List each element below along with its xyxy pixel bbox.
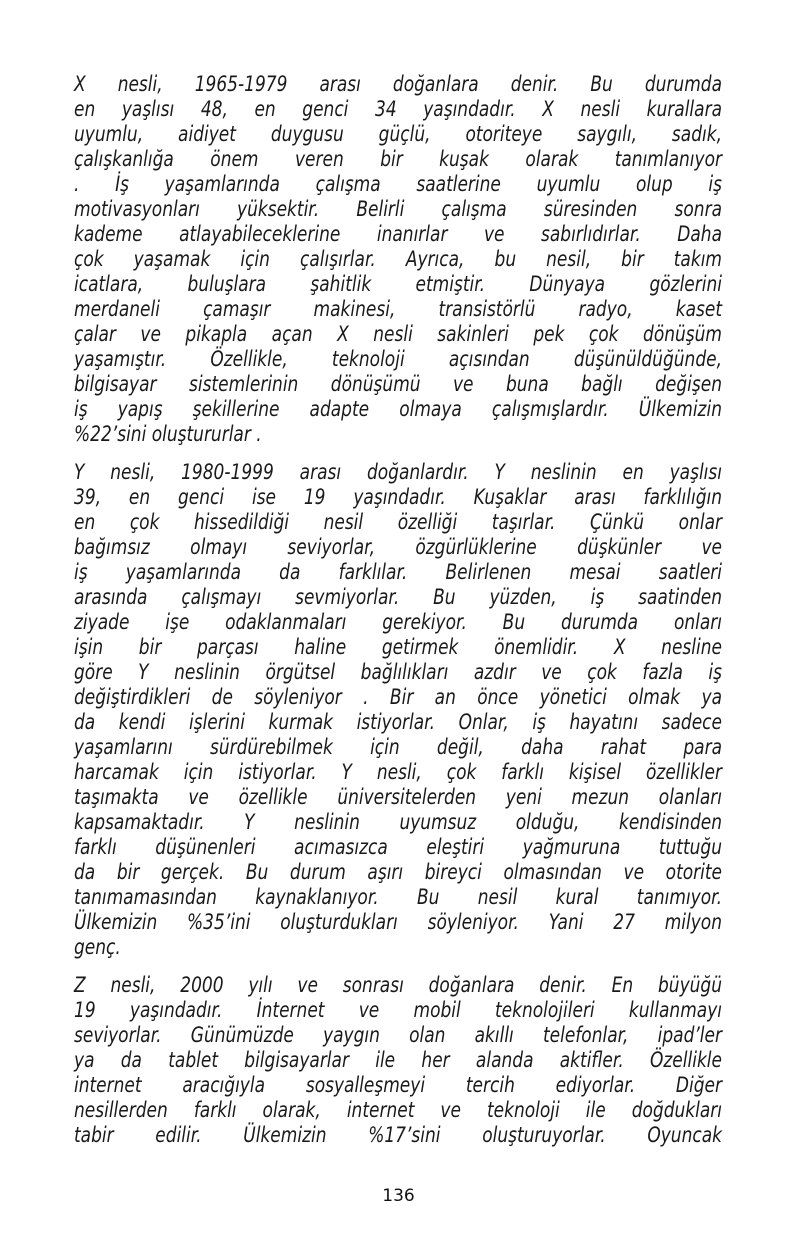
text-line: göre Y neslinin örgütsel bağlılıkları azdır ve çok fazla iş (74, 660, 722, 684)
text-line: iş yaşamlarında da farklılar. Belirlenen mesai saatleri (74, 560, 722, 584)
text-line: da bir gerçek. Bu durum aşırı bireyci olmasından ve otorite (74, 860, 722, 884)
text-line: seviyorlar. Günümüzde yaygın olan akıllı telefonlar, ipad’ler (74, 1023, 722, 1047)
text-line: çalışkanlığa önem veren bir kuşak olarak tanımlanıyor (74, 147, 722, 171)
text-line: Y nesli, 1980-1999 arası doğanlardır. Y neslinin en yaşlısı (74, 460, 722, 484)
text-line: çok yaşamak için çalışırlar. Ayrıca, bu nesil, bir takım (74, 247, 722, 271)
text-line: arasında çalışmayı sevmiyorlar. Bu yüzden, iş saatinden (74, 585, 722, 609)
page-number: 136 (382, 1186, 415, 1206)
text-line: tanımamasından kaynaklanıyor. Bu nesil kural tanımıyor. (74, 885, 722, 909)
text-line: kademe atlayabileceklerine inanırlar ve sabırlıdırlar. Daha (74, 222, 722, 246)
text-line: 19 yaşındadır. İnternet ve mobil teknolojileri kullanmayı (74, 998, 722, 1022)
text-line: Z nesli, 2000 yılı ve sonrası doğanlara denir. En büyüğü (74, 973, 722, 997)
text-line: %22’sini oluştururlar . (74, 422, 262, 446)
text-line: en yaşlısı 48, en genci 34 yaşındadır. X nesli kurallara (74, 97, 722, 121)
text-line: kapsamaktadır. Y neslinin uyumsuz olduğu, kendisinden (74, 810, 722, 834)
text-line: ya da tablet bilgisayarlar ile her alanda aktifler. Özellikle (74, 1048, 722, 1072)
paragraph-z-generation (74, 973, 722, 1148)
text-line: işin bir parçası haline getirmek önemlidir. X nesline (74, 635, 722, 659)
text-line: merdaneli çamaşır makinesi, transistörlü radyo, kaset (74, 297, 722, 321)
text-line: ziyade işe odaklanmaları gerekiyor. Bu durumda onları (74, 610, 722, 634)
text-line: genç. (74, 935, 121, 959)
text-line: taşımakta ve özellikle üniversitelerden yeni mezun olanları (74, 785, 722, 809)
text-line: yaşamıştır. Özellikle, teknoloji açısından düşünüldüğünde, (74, 347, 722, 371)
text-line: X nesli, 1965-1979 arası doğanlara denir. Bu durumda (74, 72, 722, 96)
text-line: internet aracığıyla sosyalleşmeyi tercih ediyorlar. Diğer (74, 1073, 722, 1097)
text-line: farklı düşünenleri acımasızca eleştiri yağmuruna tuttuğu (74, 835, 722, 859)
text-line: tabir edilir. Ülkemizin %17’sini oluşturuyorlar. Oyuncak (74, 1123, 722, 1147)
text-line: değiştirdikleri de söyleniyor . Bir an önce yönetici olmak ya (74, 685, 722, 709)
paragraph-y-generation (74, 460, 722, 960)
text-line: bağımsız olmayı seviyorlar, özgürlüklerine düşkünler ve (74, 535, 722, 559)
text-line: en çok hissedildiği nesil özelliği taşırlar. Çünkü onlar (74, 510, 722, 534)
text-line: iş yapış şekillerine adapte olmaya çalışmışlardır. Ülkemizin (74, 397, 722, 421)
document-page-body (74, 72, 722, 1161)
text-line: nesillerden farklı olarak, internet ve teknoloji ile doğdukları (74, 1098, 722, 1122)
text-line: bilgisayar sistemlerinin dönüşümü ve buna bağlı değişen (74, 372, 722, 396)
text-line: yaşamlarını sürdürebilmek için değil, daha rahat para (74, 735, 722, 759)
text-line: 39, en genci ise 19 yaşındadır. Kuşaklar arası farklılığın (74, 485, 722, 509)
text-line: harcamak için istiyorlar. Y nesli, çok farklı kişisel özellikler (74, 760, 722, 784)
text-line: da kendi işlerini kurmak istiyorlar. Onlar, iş hayatını sadece (74, 710, 722, 734)
text-line: Ülkemizin %35’ini oluşturdukları söyleniyor. Yani 27 milyon (74, 910, 722, 934)
text-line: motivasyonları yüksektir. Belirli çalışma süresinden sonra (74, 197, 722, 221)
text-line: çalar ve pikapla açan X nesli sakinleri pek çok dönüşüm (74, 322, 722, 346)
text-line: icatlara, buluşlara şahitlik etmiştir. Dünyaya gözlerini (74, 272, 722, 296)
paragraph-x-generation (74, 72, 722, 447)
text-line: uyumlu, aidiyet duygusu güçlü, otoriteye saygılı, sadık, (74, 122, 722, 146)
text-line: . İş yaşamlarında çalışma saatlerine uyumlu olup iş (74, 172, 722, 196)
